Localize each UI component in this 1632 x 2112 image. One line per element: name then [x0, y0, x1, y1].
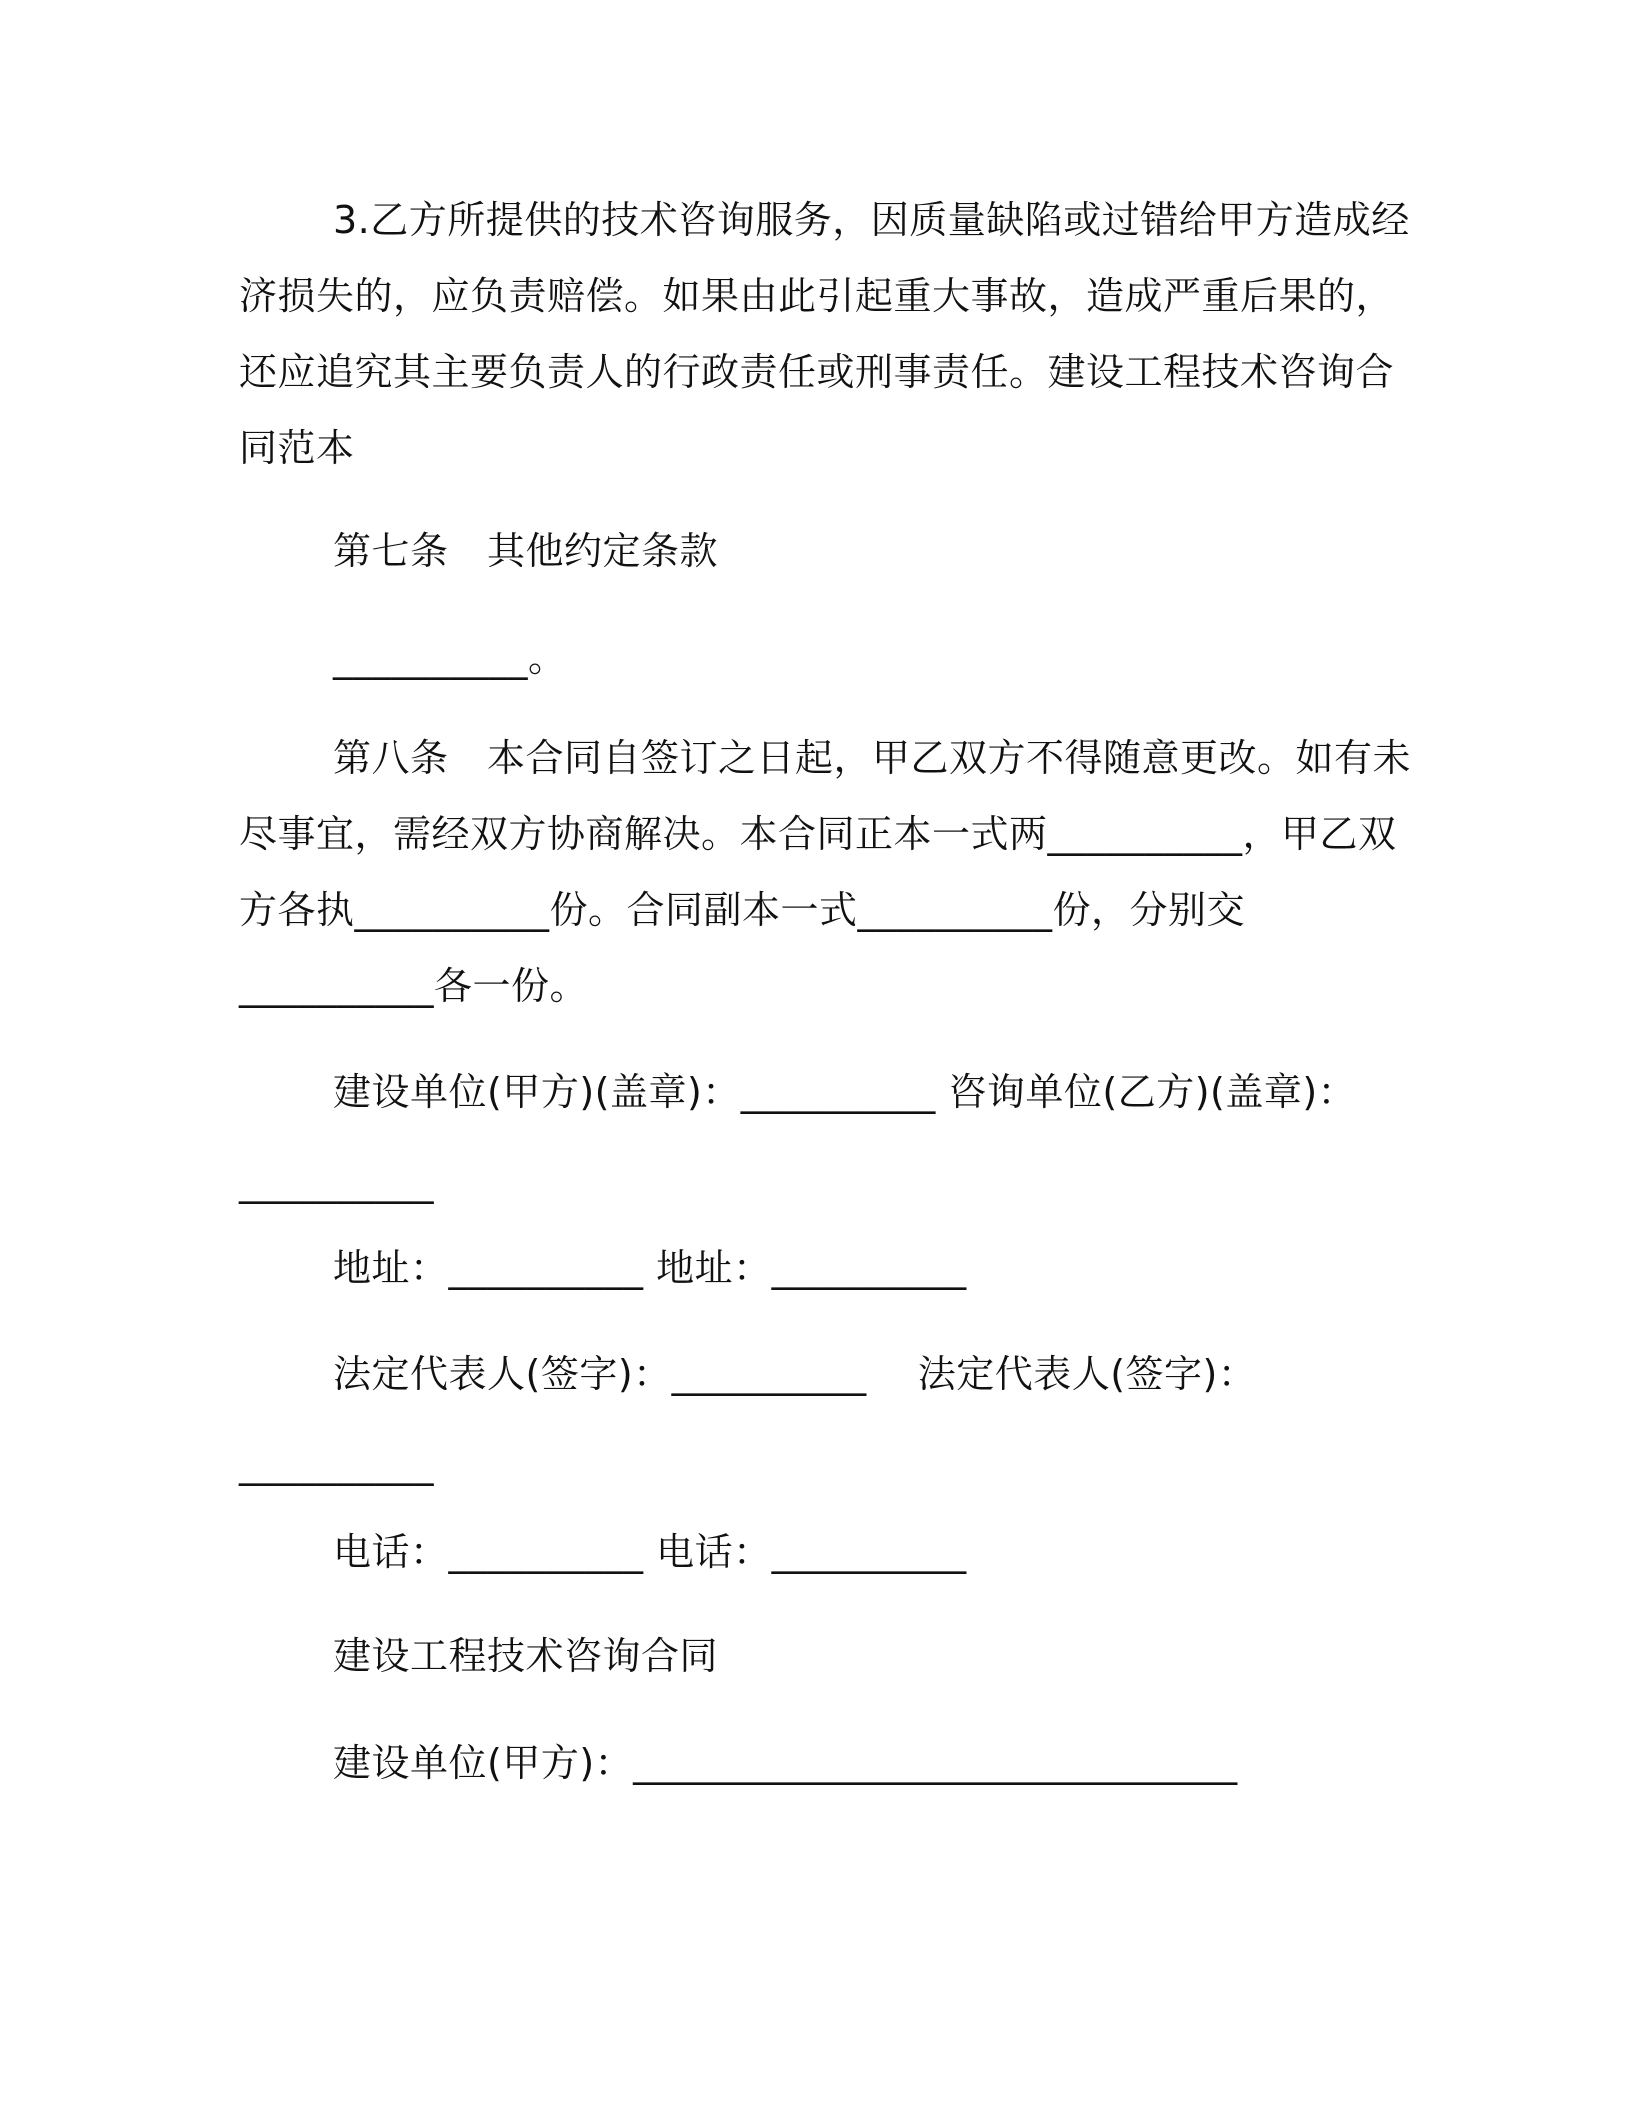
article-8-line-1: 第八条 本合同自签订之日起，甲乙双方不得随意更改。如有未: [333, 736, 1412, 780]
clause-3-line-3: 还应追究其主要负责人的行政责任或刑事责任。建设工程技术咨询合: [239, 350, 1395, 394]
next-contract-party-a: 建设单位(甲方)：_______________________________: [333, 1741, 1238, 1785]
clause-3-line-2: 济损失的，应负责赔偿。如果由此引起重大事故，造成严重后果的，: [239, 274, 1395, 318]
signature-phone-line: 电话：__________ 电话：__________: [333, 1530, 967, 1574]
signature-address-line: 地址：__________ 地址：__________: [333, 1246, 967, 1290]
signature-rep-line-cont: __________: [239, 1442, 434, 1486]
article-7-blank: __________。: [333, 636, 567, 680]
clause-3-line-1: 3.乙方所提供的技术咨询服务，因质量缺陷或过错给甲方造成经: [333, 198, 1410, 242]
article-8-line-3: 方各执__________份。合同副本一式__________份，分别交: [239, 888, 1246, 932]
signature-units-line-cont: __________: [239, 1160, 434, 1204]
article-8-line-2: 尽事宜，需经双方协商解决。本合同正本一式两__________，甲乙双: [239, 812, 1397, 856]
article-7-heading: 第七条 其他约定条款: [333, 529, 719, 573]
signature-units-line: 建设单位(甲方)(盖章)：__________ 咨询单位(乙方)(盖章)：: [333, 1070, 1357, 1114]
signature-rep-line: 法定代表人(签字)：__________ 法定代表人(签字)：: [333, 1352, 1257, 1396]
article-8-line-4: __________各一份。: [239, 964, 589, 1008]
clause-3-line-4: 同范本: [239, 426, 355, 470]
next-contract-title: 建设工程技术咨询合同: [333, 1634, 719, 1678]
